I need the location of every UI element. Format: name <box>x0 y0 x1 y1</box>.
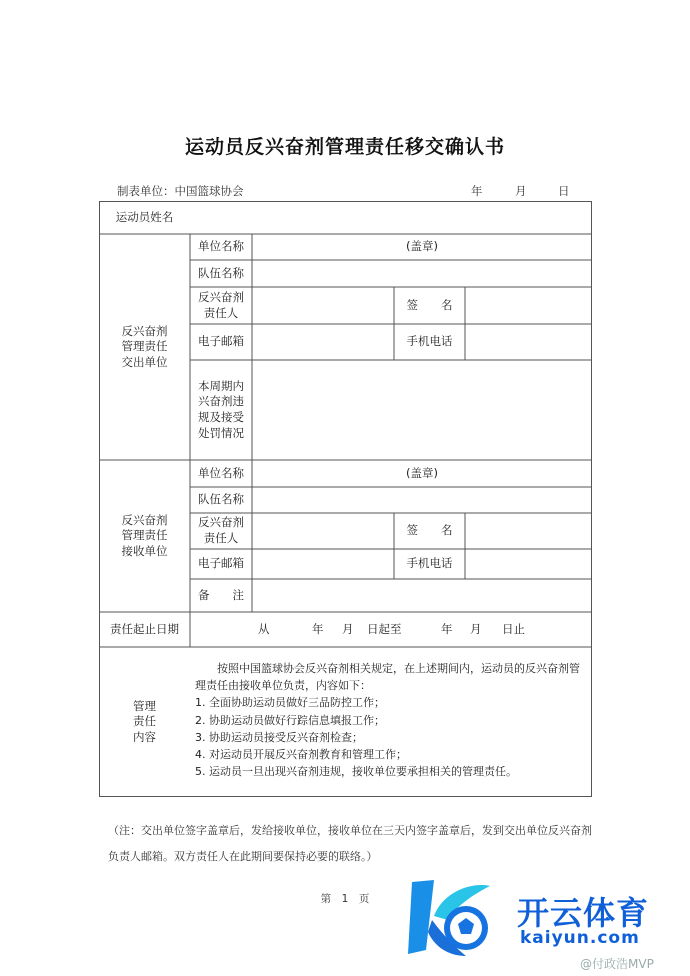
athlete-name-field[interactable] <box>190 201 592 234</box>
in-team-name-label: 队伍名称 <box>198 492 244 507</box>
period-field[interactable] <box>190 612 592 647</box>
out-sign-label: 签 名 <box>406 297 453 312</box>
out-unit-name-label: 单位名称 <box>198 239 244 254</box>
content-item: 2. 协助运动员做好行踪信息填报工作； <box>195 713 385 727</box>
in-sign-label: 签 名 <box>406 523 453 538</box>
content-label: 管理 责任 内容 <box>133 698 156 744</box>
out-team-name-field[interactable] <box>252 260 592 287</box>
period-day-start: 日起至 <box>367 621 402 636</box>
content-item: 3. 协助运动员接受反兴奋剂检查； <box>195 730 363 744</box>
athlete-name-label: 运动员姓名 <box>115 209 174 224</box>
in-responsible-label: 反兴奋剂 责任人 <box>198 515 244 545</box>
in-team-name-field[interactable] <box>252 487 592 513</box>
responsibility-content <box>195 660 587 780</box>
date-month: 月 <box>515 184 527 198</box>
period-year2: 年 <box>441 621 453 636</box>
in-remark-label: 备 注 <box>198 587 244 602</box>
period-from: 从 <box>258 621 270 636</box>
content-item: 4. 对运动员开展反兴奋剂教育和管理工作； <box>195 748 407 762</box>
period-year1: 年 <box>312 621 324 636</box>
period-month1: 月 <box>342 621 354 636</box>
brand-name: 开云体育 <box>517 894 650 932</box>
date-year: 年 <box>471 184 483 198</box>
in-phone-field[interactable] <box>465 549 592 579</box>
page-number: 第 1 页 <box>320 893 370 905</box>
out-email-label: 电子邮箱 <box>198 334 244 349</box>
brand-site: kaiyun.com <box>520 928 640 948</box>
in-email-label: 电子邮箱 <box>198 556 244 571</box>
in-unit-name-label: 单位名称 <box>198 465 244 480</box>
footnote: （注：交出单位签字盖章后，发给接收单位，接收单位在三天内签字盖章后，发到交出单位反兴奋剂负责人邮箱。双方责任人在此期间要保持必要的联络。） <box>108 824 592 863</box>
period-day-end: 日止 <box>502 621 525 636</box>
content-item: 5. 运动员一旦出现兴奋剂违规，接收单位要承担相关的管理责任。 <box>195 765 517 779</box>
out-team-name-label: 队伍名称 <box>198 265 244 280</box>
transfer-in-section-label: 反兴奋剂 管理责任 接收单位 <box>121 512 168 558</box>
out-responsible-field[interactable] <box>252 287 394 324</box>
period-month2: 月 <box>470 621 482 636</box>
in-responsible-field[interactable] <box>252 513 394 549</box>
in-seal[interactable]: (盖章) <box>406 465 438 480</box>
confirmation-form-table <box>99 201 592 797</box>
date-day: 日 <box>558 184 570 198</box>
out-phone-field[interactable] <box>465 324 592 360</box>
in-sign-field[interactable] <box>465 513 592 549</box>
content-intro: 按照中国篮球协会反兴奋剂相关规定，在上述期间内，运动员的反兴奋剂管理责任由接收单位负责，内容如下： <box>195 662 580 693</box>
out-responsible-label: 反兴奋剂 责任人 <box>198 289 244 320</box>
out-sign-field[interactable] <box>465 287 592 324</box>
out-phone-label: 手机电话 <box>406 334 453 349</box>
content-item: 1. 全面协助运动员做好三品防控工作； <box>195 696 385 710</box>
watermark: @付政浩MVP <box>580 957 654 971</box>
k-football-logo-icon <box>404 876 494 962</box>
out-violation-label: 本周期内 兴奋剂违 规及接受 处罚情况 <box>198 378 244 440</box>
maker-unit: 制表单位：中国篮球协会 <box>117 184 244 198</box>
transfer-out-section-label: 反兴奋剂 管理责任 交出单位 <box>121 323 168 369</box>
out-seal[interactable]: (盖章) <box>406 239 438 254</box>
out-email-field[interactable] <box>252 324 394 360</box>
in-phone-label: 手机电话 <box>406 556 453 571</box>
document-title: 运动员反兴奋剂管理责任移交确认书 <box>184 136 505 158</box>
in-email-field[interactable] <box>252 549 394 579</box>
period-label: 责任起止日期 <box>110 621 179 636</box>
in-remark-field[interactable] <box>252 579 592 612</box>
out-violation-field[interactable] <box>252 360 592 460</box>
